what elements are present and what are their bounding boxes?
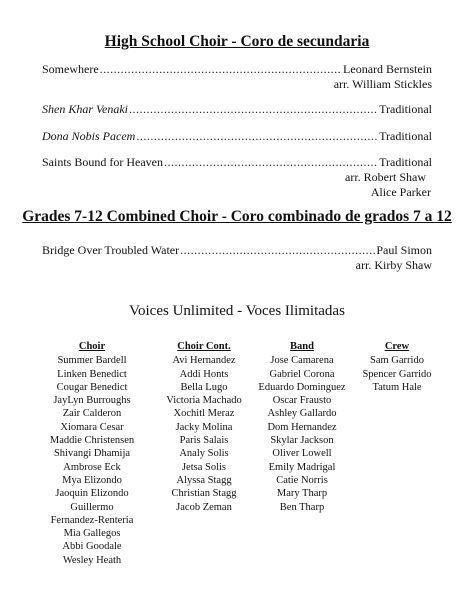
roster-name: Sam Garrido [370, 355, 424, 367]
roster-name: Emily Madrigal [268, 461, 336, 473]
piece-composer: Leonard Bernstein [343, 62, 432, 76]
roster-name: Mya Elizondo [62, 474, 122, 486]
piece-arranger: arr. William Stickles [333, 77, 432, 91]
roster-name: Eduardo Dominguez [258, 381, 346, 393]
piece-title: Somewhere [42, 62, 99, 76]
roster-name: Abbi Goodale [62, 541, 122, 553]
roster-name: Ben Tharp [279, 501, 325, 513]
roster-name: Catie Norris [276, 474, 328, 486]
piece-composer: Paul Simon [376, 243, 432, 257]
roster-column-heading: Band [290, 341, 314, 352]
dot-leader [100, 62, 342, 77]
piece-title: Bridge Over Troubled Water [42, 243, 180, 257]
roster-name: Christian Stagg [171, 488, 237, 500]
roster-name: Victoria Machado [166, 395, 242, 407]
section-heading-combined-choir: Grades 7-12 Combined Choir - Coro combinado de grados 7 a 12 [22, 208, 452, 225]
roster-name: Alyssa Stagg [176, 474, 232, 486]
roster-name: Maddie Christensen [49, 435, 135, 447]
roster-name: Ambrose Eck [63, 461, 121, 473]
dot-leader [164, 155, 378, 170]
roster-name: Oliver Lowell [272, 448, 332, 460]
roster-name: JayLyn Burroughs [53, 395, 131, 407]
roster-name: Jacob Zeman [176, 501, 232, 513]
roster-name: Cougar Benedict [56, 381, 128, 393]
dot-leader [129, 102, 378, 117]
roster-name: Tatum Hale [372, 381, 422, 393]
roster-name: Gabriel Corona [269, 368, 335, 380]
roster-name: Dom Hernandez [267, 421, 337, 433]
roster-name: Addi Honts [179, 368, 229, 380]
roster-name: Oscar Frausto [272, 395, 332, 407]
piece-title: Saints Bound for Heaven [42, 155, 163, 169]
roster-name: Wesley Heath [62, 554, 122, 566]
roster-column-heading: Choir Cont. [177, 341, 231, 352]
roster-name: Ashley Gallardo [267, 408, 337, 420]
voices-unlimited-title: Voices Unlimited - Voces Ilimitadas [129, 303, 345, 319]
roster-name: Linken Benedict [57, 368, 127, 380]
program-entry [42, 102, 432, 117]
roster-name: Xiomara Cesar [60, 421, 124, 433]
dot-leader [180, 243, 375, 258]
roster-name: Skylar Jackson [270, 435, 334, 447]
roster-name: Avi Hernandez [172, 355, 236, 367]
piece-arranger: Alice Parker [370, 185, 431, 199]
dot-leader [136, 129, 378, 144]
piece-arranger: arr. Kirby Shaw [355, 258, 432, 272]
program-entry [42, 243, 432, 273]
roster-name: Paris Salais [179, 435, 229, 447]
piece-composer: Traditional [379, 102, 432, 116]
roster-name: Analy Solis [179, 448, 229, 460]
piece-arranger: arr. Robert Shaw [345, 170, 426, 184]
roster-name: Jose Camarena [270, 355, 334, 367]
roster-column-heading: Crew [384, 341, 410, 352]
roster-name: Guillermo [70, 501, 114, 513]
roster-name: Summer Bardell [57, 355, 127, 367]
program-entry [42, 62, 432, 92]
roster-name: Zair Calderon [62, 408, 122, 420]
roster-name: Spencer Garrido [362, 368, 432, 380]
section-heading-high-school-choir: High School Choir - Coro de secundaria [104, 33, 370, 50]
roster-name: Bella Lugo [180, 381, 228, 393]
program-entry [42, 129, 432, 144]
roster-column-heading: Choir [78, 341, 106, 352]
roster-name: Xochitl Meraz [173, 408, 235, 420]
roster-name: Jaoquin Elizondo [55, 488, 129, 500]
piece-composer: Traditional [379, 155, 432, 169]
roster-name: Fernandez-Renteria [50, 514, 134, 526]
roster-column-band [254, 340, 350, 514]
roster-name: Jacky Molina [175, 421, 233, 433]
piece-title: Shen Khar Venaki [42, 102, 128, 116]
roster-name: Mary Tharp [276, 488, 328, 500]
roster-column-choir [48, 340, 136, 567]
roster-column-crew [354, 340, 440, 394]
piece-composer: Traditional [379, 129, 432, 143]
roster-column-choir-cont [160, 340, 248, 514]
roster-name: Shivangi Dhamija [53, 448, 131, 460]
program-entry [42, 155, 432, 200]
roster-name: Mia Gallegos [63, 528, 121, 540]
piece-title: Dona Nobis Pacem [42, 129, 136, 143]
roster-name: Jetsa Solis [181, 461, 227, 473]
